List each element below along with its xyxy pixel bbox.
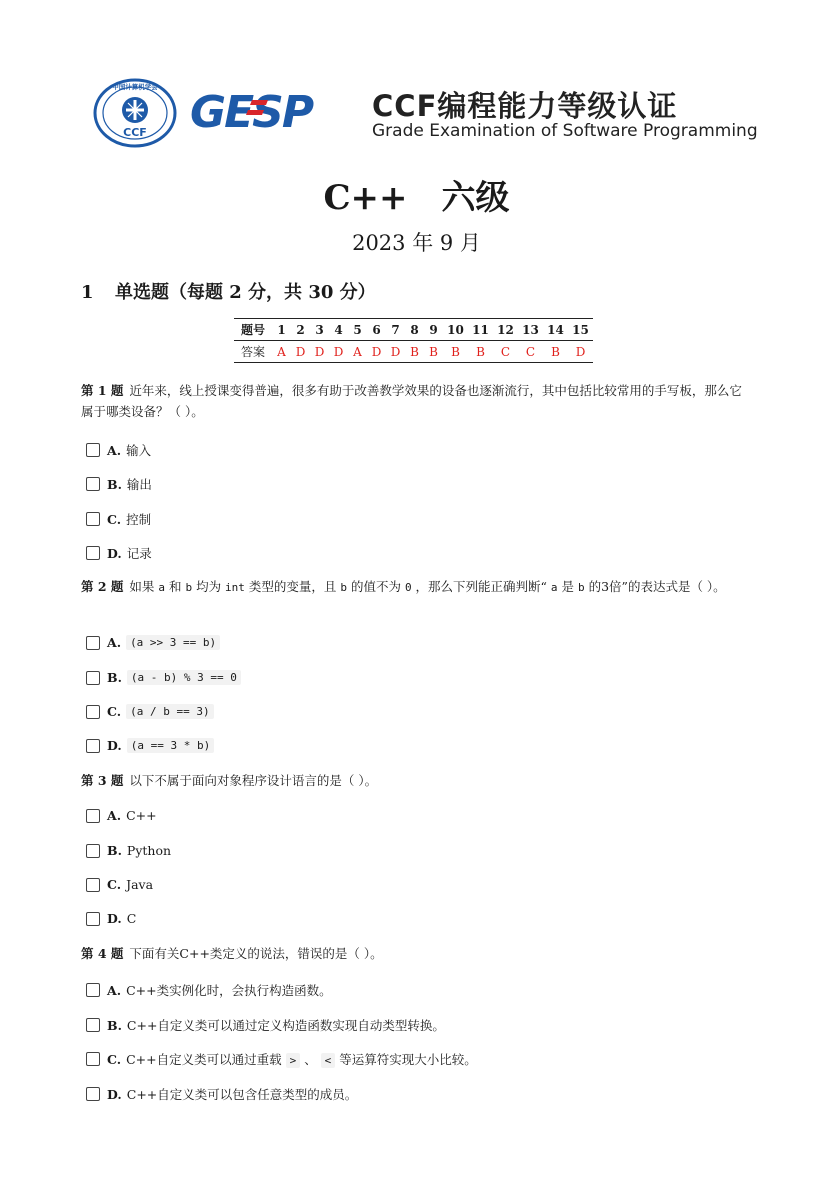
question-4-option-d[interactable] (86, 1085, 357, 1103)
option-letter: D. (107, 1086, 122, 1102)
question-number-cell: 12 (493, 319, 518, 341)
question-number-cell: 10 (443, 319, 468, 341)
answer-cell: A (348, 341, 367, 363)
question-4 (81, 943, 753, 964)
checkbox[interactable] (86, 1087, 100, 1101)
option-code: (a - b) % 3 == 0 (127, 670, 241, 685)
question-number-cell: 3 (310, 319, 329, 341)
question-4-option-c[interactable] (86, 1050, 477, 1068)
option-letter: C. (107, 511, 122, 527)
ccf-seal-logo (93, 78, 177, 148)
gesp-logo-text: GESP (190, 87, 313, 136)
checkbox[interactable] (86, 512, 100, 526)
question-1-option-c[interactable] (86, 510, 151, 528)
answer-table-row-label: 答案 (234, 341, 272, 363)
question-4-option-a[interactable] (86, 981, 332, 999)
option-text: Python (126, 843, 172, 858)
option-text: 输出 (126, 477, 152, 492)
question-number-cell: 5 (348, 319, 367, 341)
question-1 (81, 380, 753, 422)
checkbox[interactable] (86, 844, 100, 858)
operator-lt: < (321, 1053, 336, 1068)
question-number-cell: 14 (543, 319, 568, 341)
question-2 (81, 576, 753, 598)
answer-cell: C (493, 341, 518, 363)
answer-cell: C (518, 341, 543, 363)
checkbox[interactable] (86, 739, 100, 753)
answer-cell: D (310, 341, 329, 363)
question-number-cell: 13 (518, 319, 543, 341)
answer-table (234, 318, 593, 363)
question-number-cell: 9 (424, 319, 443, 341)
answer-table-header-row (234, 319, 593, 341)
option-text: C++自定义类可以包含任意类型的成员。 (126, 1087, 358, 1102)
exam-title (0, 170, 833, 219)
seal-bottom-text: CCF (123, 126, 147, 139)
question-2-option-c[interactable] (86, 704, 214, 719)
operator-gt: > (286, 1053, 301, 1068)
checkbox[interactable] (86, 671, 100, 685)
checkbox[interactable] (86, 912, 100, 926)
option-code: (a / b == 3) (126, 704, 213, 719)
answer-cell: A (272, 341, 291, 363)
option-code: (a == 3 * b) (127, 738, 214, 753)
question-1-option-d[interactable] (86, 544, 152, 562)
question-number-cell: 1 (272, 319, 291, 341)
answer-cell: D (568, 341, 593, 363)
question-text: 下面有关C++类定义的说法，错误的是（ ）。 (129, 946, 383, 961)
checkbox[interactable] (86, 1018, 100, 1032)
answer-cell: B (468, 341, 493, 363)
option-text: C (126, 911, 137, 926)
question-number-cell: 2 (291, 319, 310, 341)
seal-top-text: 中国计算机学会 (112, 83, 158, 91)
section-number: 1 (81, 282, 94, 303)
answer-cell: B (424, 341, 443, 363)
exam-language: C++ (323, 178, 408, 218)
option-letter: A. (107, 635, 122, 650)
answer-cell: B (443, 341, 468, 363)
checkbox[interactable] (86, 983, 100, 997)
question-label: 第 4 题 (81, 946, 124, 961)
question-1-option-b[interactable] (86, 475, 152, 493)
option-code: (a >> 3 == b) (126, 635, 220, 650)
option-letter: D. (107, 545, 122, 561)
question-label: 第 2 题 (81, 579, 124, 594)
question-2-option-b[interactable] (86, 670, 241, 685)
checkbox[interactable] (86, 705, 100, 719)
option-text: C++自定义类可以通过定义构造函数实现自动类型转换。 (126, 1018, 445, 1033)
gesp-logo (190, 86, 360, 136)
checkbox[interactable] (86, 443, 100, 457)
checkbox[interactable] (86, 636, 100, 650)
question-text: 以下不属于面向对象程序设计语言的是（ ）。 (129, 773, 378, 788)
question-4-option-b[interactable] (86, 1016, 445, 1034)
answer-cell: B (405, 341, 424, 363)
option-text: 输入 (126, 443, 152, 458)
checkbox[interactable] (86, 1052, 100, 1066)
option-letter: C. (107, 704, 122, 719)
exam-level: 六级 (441, 178, 510, 218)
question-number-cell: 15 (568, 319, 593, 341)
option-text: 控制 (126, 512, 152, 527)
option-letter: A. (107, 982, 122, 998)
section-title: 单选题（每题 2 分，共 30 分） (115, 282, 376, 303)
question-2-option-a[interactable] (86, 635, 220, 650)
question-3-option-b[interactable] (86, 843, 171, 858)
answer-cell: B (543, 341, 568, 363)
option-letter: B. (107, 476, 122, 492)
answer-table-answer-row (234, 341, 593, 363)
checkbox[interactable] (86, 809, 100, 823)
checkbox[interactable] (86, 546, 100, 560)
checkbox[interactable] (86, 477, 100, 491)
answer-table-header-label: 题号 (234, 319, 272, 341)
question-2-option-d[interactable] (86, 738, 214, 753)
answer-cell: D (291, 341, 310, 363)
question-number-cell: 11 (468, 319, 493, 341)
question-3-option-d[interactable] (86, 911, 136, 926)
option-text: C++自定义类可以通过重载 > 、 < 等运算符实现大小比较。 (126, 1052, 477, 1067)
option-text: C++ (126, 808, 157, 823)
question-3-option-a[interactable] (86, 808, 157, 823)
checkbox[interactable] (86, 878, 100, 892)
brand-chinese-title: CCF编程能力等级认证 (372, 89, 678, 123)
question-number-cell: 8 (405, 319, 424, 341)
brand-english-title: Grade Examination of Software Programming (372, 121, 758, 141)
option-text: C++类实例化时，会执行构造函数。 (126, 983, 332, 998)
option-letter: D. (107, 738, 122, 753)
option-letter: A. (107, 442, 122, 458)
question-label: 第 1 题 (81, 383, 124, 398)
answer-cell: D (329, 341, 348, 363)
option-letter: A. (107, 808, 122, 823)
question-number-cell: 4 (329, 319, 348, 341)
option-letter: C. (107, 1051, 122, 1067)
answer-cell: D (367, 341, 386, 363)
section-heading (81, 278, 376, 304)
question-text: 近年来，线上授课变得普遍，很多有助于改善教学效果的设备也逐渐流行，其中包括比较常用的手写板，那么它属于哪类设备？（ ）。 (81, 383, 742, 419)
option-letter: D. (107, 911, 122, 926)
exam-date: 2023 年 9 月 (352, 231, 481, 255)
question-label: 第 3 题 (81, 773, 124, 788)
question-number-cell: 6 (367, 319, 386, 341)
question-number-cell: 7 (386, 319, 405, 341)
question-3-option-c[interactable] (86, 877, 153, 892)
question-3 (81, 770, 753, 791)
answer-cell: D (386, 341, 405, 363)
option-letter: B. (107, 670, 122, 685)
question-text: 如果 a 和 b 均为 int 类型的变量，且 b 的值不为 0 ，那么下列能正确判断“ a 是 b 的3倍”的表达式是（ ）。 (129, 579, 726, 594)
option-letter: B. (107, 1017, 122, 1033)
option-text: 记录 (126, 546, 152, 561)
option-letter: C. (107, 877, 122, 892)
question-1-option-a[interactable] (86, 441, 151, 459)
option-letter: B. (107, 843, 122, 858)
option-text: Java (126, 877, 154, 892)
